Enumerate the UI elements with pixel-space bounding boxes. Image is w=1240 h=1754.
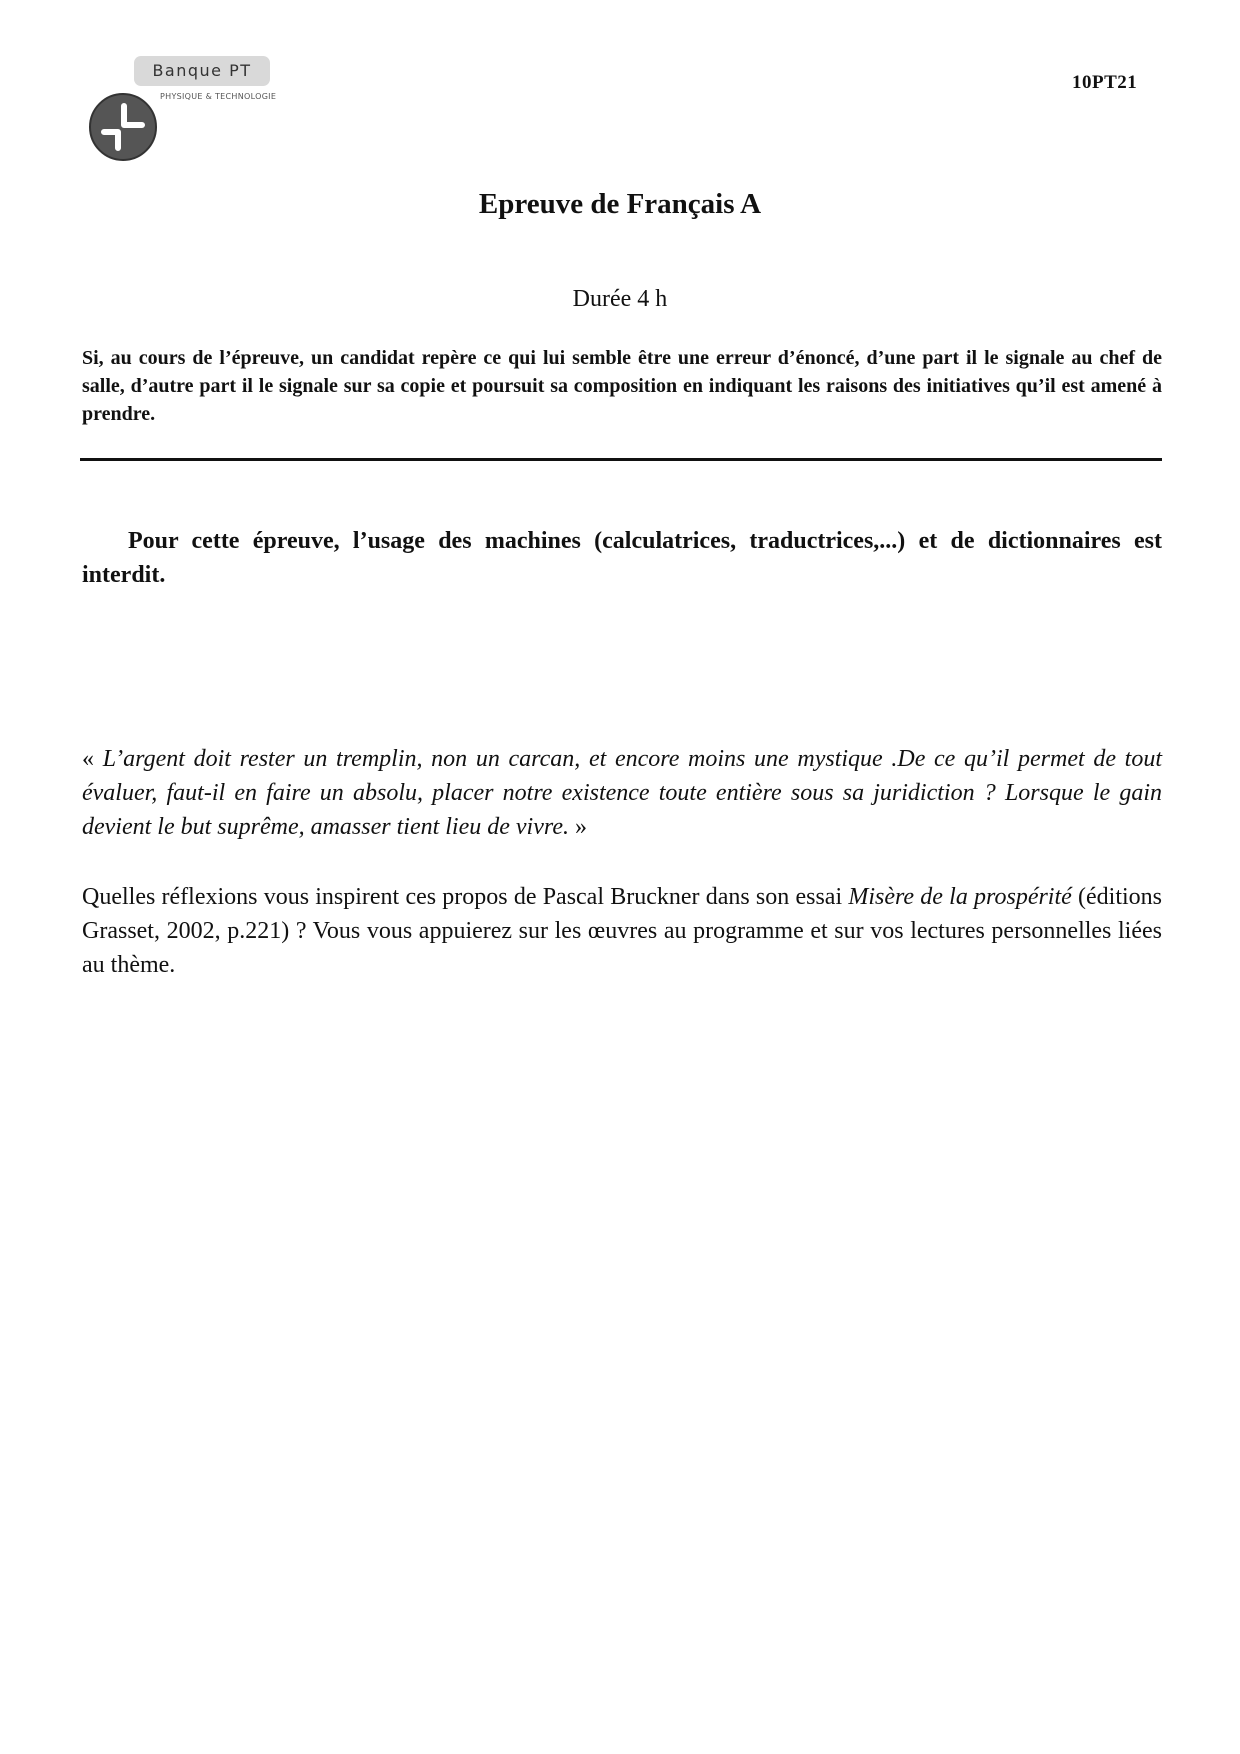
work-title: Misère de la prospérité <box>848 884 1072 910</box>
quotation <box>82 742 1162 844</box>
quote-close-mark: » <box>568 814 587 840</box>
exam-duration: Durée 4 h <box>572 286 668 312</box>
machines-prohibition: Pour cette épreuve, l’usage des machines (calculatrices, traductrices,...) et de dictionnaires est interdit. <box>82 528 1162 588</box>
banque-pt-emblem-icon <box>88 92 158 162</box>
exam-question <box>82 880 1162 982</box>
question-rest: (éditions Grasset, 2002, p.221) ? Vous vous appuierez sur les œuvres au programme et sur vos lectures personnelles liées au thème. <box>82 884 1162 978</box>
quote-text: L’argent doit rester un tremplin, non un carcan, et encore moins une mystique .De ce qu’il permet de tout évaluer, faut-il en faire un absolu, placer notre existence toute entière sous sa juridiction ? Lorsque le gain devient le but suprême, amasser tient lieu de vivre. <box>82 746 1162 840</box>
page-title: Epreuve de Français A <box>478 188 762 220</box>
logo-badge: Banque PT <box>134 56 270 86</box>
error-notice: Si, au cours de l’épreuve, un candidat repère ce qui lui semble être une erreur d’énoncé, d’une part il le signale au chef de salle, d’autre part il le signale sur sa copie et poursuit sa composition en indiquant les raisons des initiatives qu’il est amené à prendre. <box>82 347 1162 425</box>
document-code: 10PT21 <box>1072 72 1138 93</box>
quote-open-mark: « <box>82 746 103 772</box>
question-intro: Quelles réflexions vous inspirent ces propos de Pascal Bruckner dans son essai <box>82 884 849 910</box>
separator-rule <box>80 458 1162 461</box>
logo-subtitle: PHYSIQUE & TECHNOLOGIE <box>160 92 277 101</box>
